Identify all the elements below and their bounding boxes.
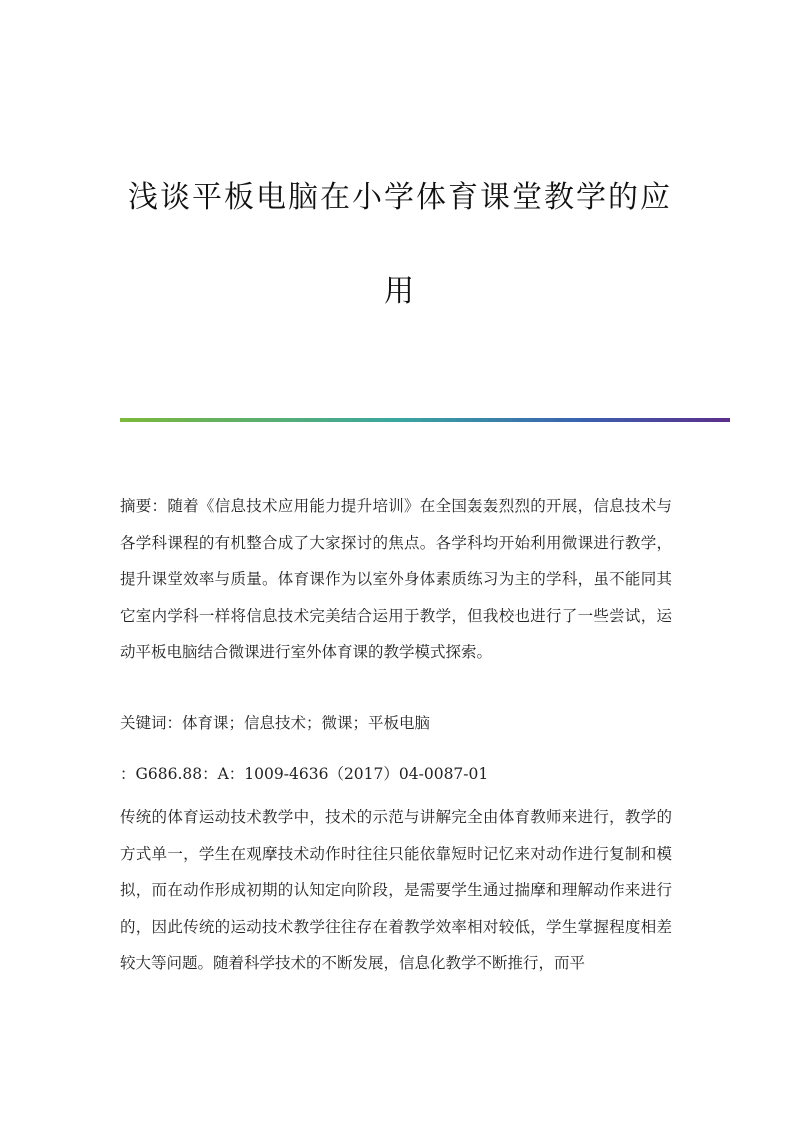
- abstract-section: [120, 488, 672, 671]
- body-paragraph: 传统的体育运动技术教学中，技术的示范与讲解完全由体育教师来进行，教学的方式单一，学生在观摩技术动作时往往只能依靠短时记忆来对动作进行复制和模拟，而在动作形成初期的认知定向阶段，是需要学生通过揣摩和理解动作来进行的，因此传统的运动技术教学往往存在着教学效率相对较低，学生掌握程度相差较大等问题。随着科学技术的不断发展，信息化教学不断推行，而平: [120, 808, 672, 972]
- document-title: [100, 180, 700, 310]
- keywords-section: [120, 705, 672, 742]
- classification-line: ：G686.88：A：1009-4636（2017）04-0087-01: [120, 765, 489, 783]
- title-line-1: 浅谈平板电脑在小学体育课堂教学的应: [128, 180, 672, 215]
- abstract-paragraph: 摘要：随着《信息技术应用能力提升培训》在全国轰轰烈烈的开展，信息技术与各学科课程的有机整合成了大家探讨的焦点。各学科均开始利用微课进行教学，提升课堂效率与质量。体育课作为以室外身体素质练习为主的学科，虽不能同其它室内学科一样将信息技术完美结合运用于教学，但我校也进行了一些尝试，运动平板电脑结合微课进行室外体育课的教学模式探索。: [120, 497, 672, 661]
- classification-section: [120, 756, 672, 793]
- title-line-2: 用: [384, 274, 416, 309]
- keywords-line: 关键词：体育课；信息技术；微课；平板电脑: [120, 714, 431, 732]
- gradient-divider: [120, 418, 730, 422]
- body-section: [120, 799, 672, 982]
